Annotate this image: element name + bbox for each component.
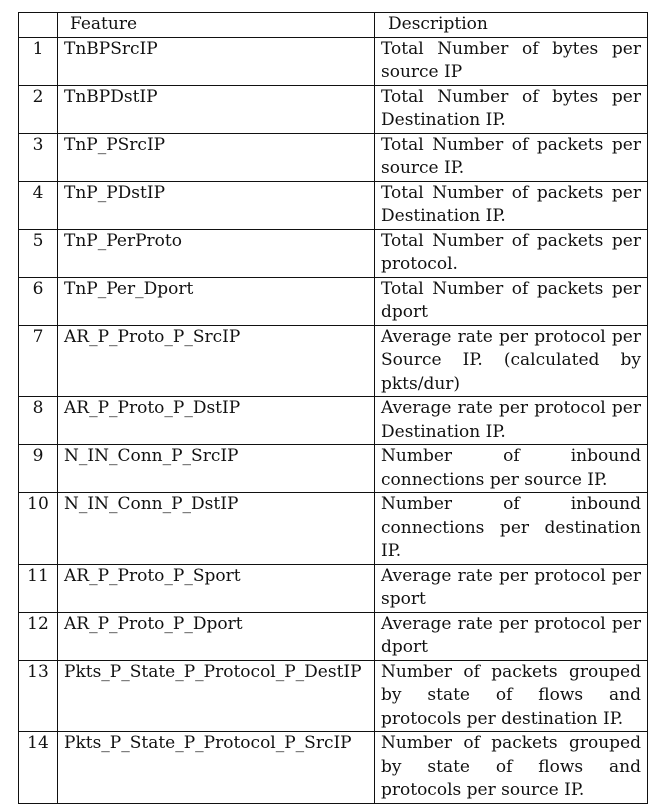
- table-row: [19, 445, 648, 493]
- row-number: 6: [19, 277, 58, 325]
- feature-name: TnP_PerProto: [58, 229, 375, 277]
- feature-description: Average rate per protocol per sport: [375, 564, 648, 612]
- feature-name: AR_P_Proto_P_DstIP: [58, 397, 375, 445]
- feature-name: N_IN_Conn_P_SrcIP: [58, 445, 375, 493]
- row-number: 1: [19, 37, 58, 85]
- feature-description: Number of inbound connections per destination IP.: [375, 493, 648, 565]
- feature-table: [18, 12, 648, 804]
- feature-name: AR_P_Proto_P_SrcIP: [58, 325, 375, 397]
- feature-description: Total Number of packets per protocol.: [375, 229, 648, 277]
- feature-description: Total Number of bytes per source IP: [375, 37, 648, 85]
- header-description: Description: [375, 13, 648, 38]
- row-number: 10: [19, 493, 58, 565]
- row-number: 2: [19, 85, 58, 133]
- table-row: [19, 181, 648, 229]
- table-row: [19, 493, 648, 565]
- feature-name: AR_P_Proto_P_Sport: [58, 564, 375, 612]
- table-header-row: [19, 13, 648, 38]
- table-row: [19, 564, 648, 612]
- table-row: [19, 325, 648, 397]
- row-number: 14: [19, 732, 58, 804]
- feature-description: Average rate per protocol per dport: [375, 612, 648, 660]
- table-row: [19, 133, 648, 181]
- feature-description: Number of inbound connections per source IP.: [375, 445, 648, 493]
- table-row: [19, 277, 648, 325]
- header-number: [19, 13, 58, 38]
- feature-description: Average rate per protocol per Destination IP.: [375, 397, 648, 445]
- feature-description: Number of packets grouped by state of flows and protocols per destination IP.: [375, 660, 648, 732]
- row-number: 5: [19, 229, 58, 277]
- table-row: [19, 397, 648, 445]
- table-row: [19, 612, 648, 660]
- row-number: 12: [19, 612, 58, 660]
- table-row: [19, 85, 648, 133]
- feature-name: TnP_Per_Dport: [58, 277, 375, 325]
- feature-name: TnP_PSrcIP: [58, 133, 375, 181]
- feature-name: Pkts_P_State_P_Protocol_P_SrcIP: [58, 732, 375, 804]
- table-row: [19, 229, 648, 277]
- table-row: [19, 660, 648, 732]
- header-feature: Feature: [58, 13, 375, 38]
- row-number: 13: [19, 660, 58, 732]
- row-number: 11: [19, 564, 58, 612]
- row-number: 7: [19, 325, 58, 397]
- row-number: 4: [19, 181, 58, 229]
- table-row: [19, 732, 648, 804]
- feature-name: TnP_PDstIP: [58, 181, 375, 229]
- feature-description: Total Number of packets per Destination IP.: [375, 181, 648, 229]
- table-row: [19, 37, 648, 85]
- feature-description: Total Number of packets per dport: [375, 277, 648, 325]
- feature-description: Number of packets grouped by state of flows and protocols per source IP.: [375, 732, 648, 804]
- feature-name: TnBPSrcIP: [58, 37, 375, 85]
- feature-name: TnBPDstIP: [58, 85, 375, 133]
- feature-table-container: [18, 12, 647, 804]
- row-number: 3: [19, 133, 58, 181]
- row-number: 8: [19, 397, 58, 445]
- feature-name: N_IN_Conn_P_DstIP: [58, 493, 375, 565]
- row-number: 9: [19, 445, 58, 493]
- feature-description: Total Number of packets per source IP.: [375, 133, 648, 181]
- feature-description: Total Number of bytes per Destination IP.: [375, 85, 648, 133]
- feature-name: Pkts_P_State_P_Protocol_P_DestIP: [58, 660, 375, 732]
- feature-name: AR_P_Proto_P_Dport: [58, 612, 375, 660]
- feature-description: Average rate per protocol per Source IP. (calculated by pkts/dur): [375, 325, 648, 397]
